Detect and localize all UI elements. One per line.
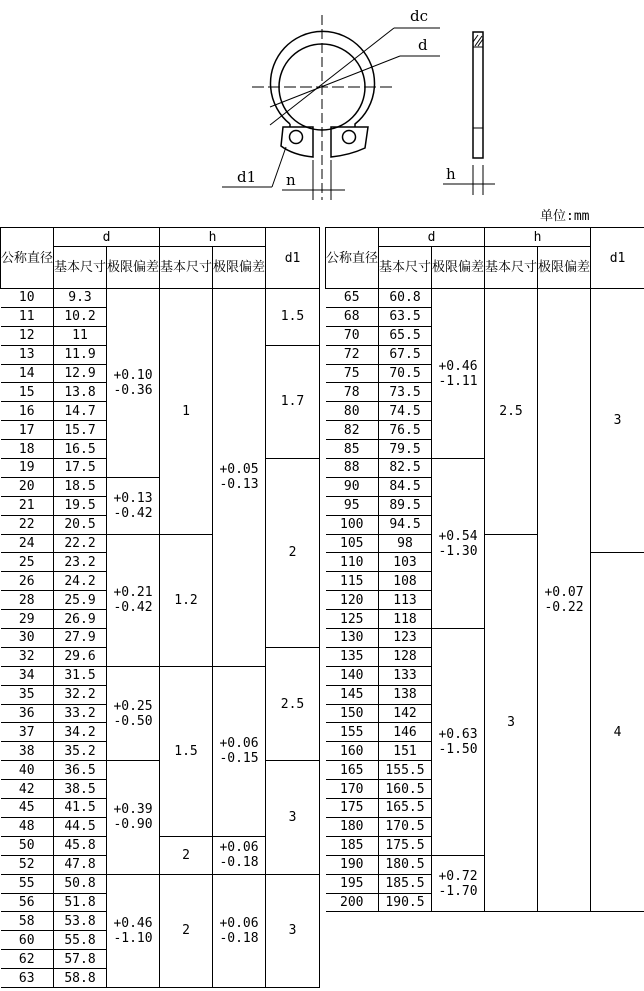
- header-d1: d1: [266, 228, 320, 289]
- nominal-diameter-cell: 75: [326, 364, 379, 383]
- header-h-tolerance: 极限偏差: [538, 247, 591, 289]
- d-basic-cell: 12.9: [54, 364, 107, 383]
- d-basic-cell: 26.9: [54, 610, 107, 629]
- nominal-diameter-cell: 48: [1, 817, 54, 836]
- d-basic-cell: 123: [379, 629, 432, 648]
- nominal-diameter-cell: 115: [326, 572, 379, 591]
- d1-cell: 3: [266, 874, 320, 987]
- nominal-diameter-cell: 190: [326, 855, 379, 874]
- h-basic-cell: 2: [160, 874, 213, 987]
- nominal-diameter-cell: 30: [1, 629, 54, 648]
- d-basic-cell: 45.8: [54, 836, 107, 855]
- nominal-diameter-cell: 36: [1, 704, 54, 723]
- d-basic-cell: 79.5: [379, 440, 432, 459]
- h-basic-cell: 1: [160, 289, 213, 535]
- nominal-diameter-cell: 11: [1, 307, 54, 326]
- d-basic-cell: 65.5: [379, 326, 432, 345]
- d-basic-cell: 73.5: [379, 383, 432, 402]
- d-basic-cell: 146: [379, 723, 432, 742]
- nominal-diameter-cell: 82: [326, 421, 379, 440]
- d-basic-cell: 165.5: [379, 799, 432, 818]
- nominal-diameter-cell: 170: [326, 780, 379, 799]
- d-basic-cell: 22.2: [54, 534, 107, 553]
- nominal-diameter-cell: 185: [326, 836, 379, 855]
- nominal-diameter-cell: 140: [326, 666, 379, 685]
- d-basic-cell: 31.5: [54, 666, 107, 685]
- nominal-diameter-cell: 200: [326, 893, 379, 912]
- nominal-diameter-cell: 56: [1, 893, 54, 912]
- header-d-tolerance: 极限偏差: [107, 247, 160, 289]
- nominal-diameter-cell: 32: [1, 647, 54, 666]
- h-basic-cell: 2: [160, 836, 213, 874]
- d-tol-cell: +0.39 -0.90: [107, 761, 160, 874]
- d-basic-cell: 13.8: [54, 383, 107, 402]
- d-basic-cell: 113: [379, 591, 432, 610]
- label-n: n: [286, 171, 296, 189]
- nominal-diameter-cell: 175: [326, 799, 379, 818]
- d-basic-cell: 33.2: [54, 704, 107, 723]
- nominal-diameter-cell: 15: [1, 383, 54, 402]
- d-basic-cell: 138: [379, 685, 432, 704]
- d-basic-cell: 103: [379, 553, 432, 572]
- h-tol-cell: +0.06 -0.15: [213, 666, 266, 836]
- nominal-diameter-cell: 13: [1, 345, 54, 364]
- nominal-diameter-cell: 155: [326, 723, 379, 742]
- nominal-diameter-cell: 40: [1, 761, 54, 780]
- nominal-diameter-cell: 70: [326, 326, 379, 345]
- d-basic-cell: 47.8: [54, 855, 107, 874]
- d-basic-cell: 36.5: [54, 761, 107, 780]
- h-tol-cell: +0.06 -0.18: [213, 836, 266, 874]
- d-basic-cell: 82.5: [379, 459, 432, 478]
- nominal-diameter-cell: 165: [326, 761, 379, 780]
- d-basic-cell: 63.5: [379, 307, 432, 326]
- h-tol-cell: +0.05 -0.13: [213, 289, 266, 667]
- d-basic-cell: 34.2: [54, 723, 107, 742]
- nominal-diameter-cell: 150: [326, 704, 379, 723]
- d-basic-cell: 18.5: [54, 477, 107, 496]
- nominal-diameter-cell: 105: [326, 534, 379, 553]
- d-basic-cell: 58.8: [54, 969, 107, 988]
- header-d-basic: 基本尺寸: [54, 247, 107, 289]
- d-basic-cell: 53.8: [54, 912, 107, 931]
- nominal-diameter-cell: 58: [1, 912, 54, 931]
- nominal-diameter-cell: 26: [1, 572, 54, 591]
- d-basic-cell: 60.8: [379, 289, 432, 308]
- nominal-diameter-cell: 38: [1, 742, 54, 761]
- header-d: d: [379, 228, 485, 247]
- label-h: h: [446, 165, 456, 183]
- d-basic-cell: 76.5: [379, 421, 432, 440]
- d-tol-cell: +0.13 -0.42: [107, 477, 160, 534]
- nominal-diameter-cell: 85: [326, 440, 379, 459]
- d-tol-cell: +0.25 -0.50: [107, 666, 160, 760]
- d-basic-cell: 67.5: [379, 345, 432, 364]
- nominal-diameter-cell: 29: [1, 610, 54, 629]
- d-basic-cell: 180.5: [379, 855, 432, 874]
- d-basic-cell: 10.2: [54, 307, 107, 326]
- nominal-diameter-cell: 60: [1, 931, 54, 950]
- header-h-tolerance: 极限偏差: [213, 247, 266, 289]
- lug-hole-left: [290, 131, 303, 144]
- d-basic-cell: 185.5: [379, 874, 432, 893]
- nominal-diameter-cell: 35: [1, 685, 54, 704]
- nominal-diameter-cell: 65: [326, 289, 379, 308]
- nominal-diameter-cell: 100: [326, 515, 379, 534]
- nominal-diameter-cell: 17: [1, 421, 54, 440]
- header-h: h: [160, 228, 266, 247]
- d-basic-cell: 14.7: [54, 402, 107, 421]
- header-h: h: [485, 228, 591, 247]
- d-basic-cell: 57.8: [54, 950, 107, 969]
- d-basic-cell: 25.9: [54, 591, 107, 610]
- header-h-basic: 基本尺寸: [485, 247, 538, 289]
- nominal-diameter-cell: 63: [1, 969, 54, 988]
- d-basic-cell: 11.9: [54, 345, 107, 364]
- nominal-diameter-cell: 130: [326, 629, 379, 648]
- d-basic-cell: 44.5: [54, 817, 107, 836]
- d-basic-cell: 89.5: [379, 496, 432, 515]
- d-basic-cell: 128: [379, 647, 432, 666]
- d-basic-cell: 20.5: [54, 515, 107, 534]
- header-d-basic: 基本尺寸: [379, 247, 432, 289]
- d-basic-cell: 9.3: [54, 289, 107, 308]
- nominal-diameter-cell: 24: [1, 534, 54, 553]
- header-d1: d1: [591, 228, 644, 289]
- nominal-diameter-cell: 21: [1, 496, 54, 515]
- nominal-diameter-cell: 120: [326, 591, 379, 610]
- d-tol-cell: +0.63 -1.50: [432, 629, 485, 856]
- nominal-diameter-cell: 80: [326, 402, 379, 421]
- d1-cell: 1.7: [266, 345, 320, 458]
- d-basic-cell: 160.5: [379, 780, 432, 799]
- header-nominal: 公称直径: [1, 228, 54, 289]
- d-basic-cell: 133: [379, 666, 432, 685]
- d-basic-cell: 190.5: [379, 893, 432, 912]
- d1-cell: 2: [266, 459, 320, 648]
- nominal-diameter-cell: 68: [326, 307, 379, 326]
- d-basic-cell: 29.6: [54, 647, 107, 666]
- nominal-diameter-cell: 78: [326, 383, 379, 402]
- d-tol-cell: +0.46 -1.10: [107, 874, 160, 987]
- d-basic-cell: 55.8: [54, 931, 107, 950]
- d-basic-cell: 74.5: [379, 402, 432, 421]
- d-basic-cell: 108: [379, 572, 432, 591]
- h-basic-cell: 1.5: [160, 666, 213, 836]
- d-tol-cell: +0.46 -1.11: [432, 289, 485, 459]
- unit-label: 单位:mm: [540, 209, 590, 224]
- h-tol-cell: +0.06 -0.18: [213, 874, 266, 987]
- d-basic-cell: 84.5: [379, 477, 432, 496]
- d-basic-cell: 142: [379, 704, 432, 723]
- nominal-diameter-cell: 37: [1, 723, 54, 742]
- d-basic-cell: 151: [379, 742, 432, 761]
- d-basic-cell: 51.8: [54, 893, 107, 912]
- label-d: d: [418, 36, 428, 54]
- d-basic-cell: 118: [379, 610, 432, 629]
- label-dc: dc: [410, 7, 429, 25]
- d1-cell: 3: [591, 289, 644, 553]
- d-basic-cell: 35.2: [54, 742, 107, 761]
- nominal-diameter-cell: 52: [1, 855, 54, 874]
- nominal-diameter-cell: 10: [1, 289, 54, 308]
- nominal-diameter-cell: 62: [1, 950, 54, 969]
- header-d: d: [54, 228, 160, 247]
- table-row: [1, 874, 320, 893]
- d1-cell: 4: [591, 553, 644, 912]
- lug-hole-right: [343, 131, 356, 144]
- d-basic-cell: 94.5: [379, 515, 432, 534]
- nominal-diameter-cell: 42: [1, 780, 54, 799]
- d-basic-cell: 38.5: [54, 780, 107, 799]
- d-basic-cell: 23.2: [54, 553, 107, 572]
- nominal-diameter-cell: 135: [326, 647, 379, 666]
- d-tol-cell: +0.72 -1.70: [432, 855, 485, 912]
- nominal-diameter-cell: 72: [326, 345, 379, 364]
- header-d-tolerance: 极限偏差: [432, 247, 485, 289]
- header-nominal: 公称直径: [326, 228, 379, 289]
- nominal-diameter-cell: 125: [326, 610, 379, 629]
- nominal-diameter-cell: 18: [1, 440, 54, 459]
- nominal-diameter-cell: 22: [1, 515, 54, 534]
- nominal-diameter-cell: 34: [1, 666, 54, 685]
- nominal-diameter-cell: 20: [1, 477, 54, 496]
- nominal-diameter-cell: 50: [1, 836, 54, 855]
- d1-cell: 1.5: [266, 289, 320, 346]
- d-basic-cell: 17.5: [54, 459, 107, 478]
- nominal-diameter-cell: 195: [326, 874, 379, 893]
- h-tol-cell: +0.07 -0.22: [538, 289, 591, 912]
- d-tol-cell: +0.54 -1.30: [432, 459, 485, 629]
- d-basic-cell: 41.5: [54, 799, 107, 818]
- d-tol-cell: +0.10 -0.36: [107, 289, 160, 478]
- nominal-diameter-cell: 90: [326, 477, 379, 496]
- label-d1: d1: [237, 168, 257, 186]
- nominal-diameter-cell: 14: [1, 364, 54, 383]
- d-basic-cell: 19.5: [54, 496, 107, 515]
- d-basic-cell: 175.5: [379, 836, 432, 855]
- nominal-diameter-cell: 55: [1, 874, 54, 893]
- d1-cell: 2.5: [266, 647, 320, 760]
- nominal-diameter-cell: 180: [326, 817, 379, 836]
- d1-cell: 3: [266, 761, 320, 874]
- nominal-diameter-cell: 110: [326, 553, 379, 572]
- nominal-diameter-cell: 12: [1, 326, 54, 345]
- d-basic-cell: 15.7: [54, 421, 107, 440]
- side-view: [473, 32, 483, 158]
- table-row: [1, 289, 320, 308]
- d-basic-cell: 27.9: [54, 629, 107, 648]
- table-row: [326, 289, 644, 308]
- nominal-diameter-cell: 19: [1, 459, 54, 478]
- d-basic-cell: 155.5: [379, 761, 432, 780]
- nominal-diameter-cell: 88: [326, 459, 379, 478]
- nominal-diameter-cell: 25: [1, 553, 54, 572]
- nominal-diameter-cell: 16: [1, 402, 54, 421]
- d-basic-cell: 16.5: [54, 440, 107, 459]
- d-basic-cell: 32.2: [54, 685, 107, 704]
- h-basic-cell: 3: [485, 534, 538, 912]
- d-basic-cell: 170.5: [379, 817, 432, 836]
- h-basic-cell: 1.2: [160, 534, 213, 666]
- spec-table-right: [325, 227, 644, 912]
- nominal-diameter-cell: 45: [1, 799, 54, 818]
- d-basic-cell: 24.2: [54, 572, 107, 591]
- d-basic-cell: 98: [379, 534, 432, 553]
- nominal-diameter-cell: 95: [326, 496, 379, 515]
- d-basic-cell: 50.8: [54, 874, 107, 893]
- nominal-diameter-cell: 160: [326, 742, 379, 761]
- h-basic-cell: 2.5: [485, 289, 538, 535]
- retaining-ring-drawing: [0, 0, 644, 200]
- spec-table-left: [0, 227, 320, 988]
- header-h-basic: 基本尺寸: [160, 247, 213, 289]
- nominal-diameter-cell: 28: [1, 591, 54, 610]
- d-basic-cell: 70.5: [379, 364, 432, 383]
- d-tol-cell: +0.21 -0.42: [107, 534, 160, 666]
- nominal-diameter-cell: 145: [326, 685, 379, 704]
- d-basic-cell: 11: [54, 326, 107, 345]
